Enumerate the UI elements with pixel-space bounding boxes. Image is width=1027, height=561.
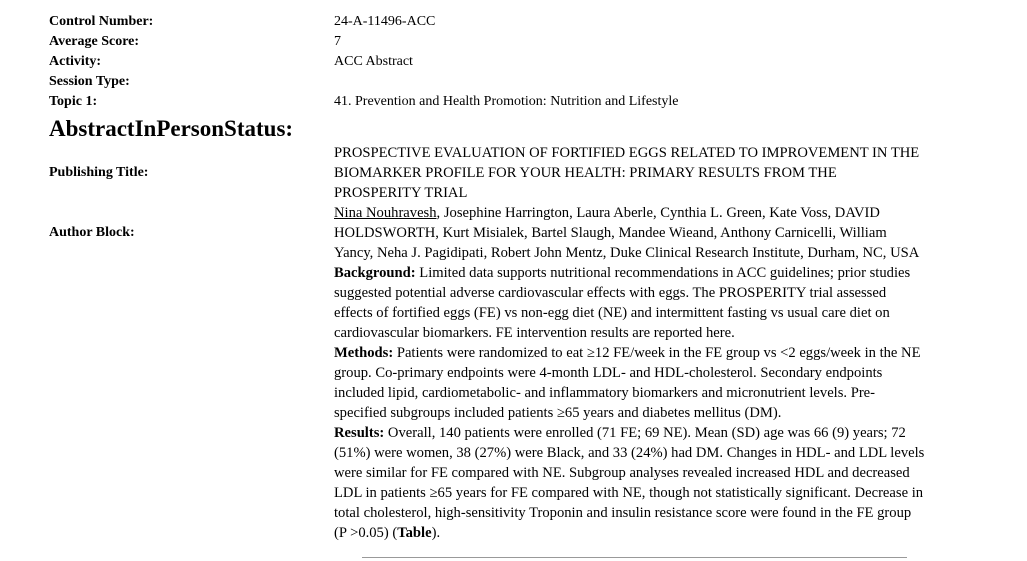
background-line [334,263,994,283]
activity-value: ACC Abstract [334,54,413,69]
results-line [334,423,994,443]
methods-line: specified subgroups included patients ≥65 years and diabetes mellitus (DM). [334,405,782,421]
results-text: (P >0.05) ( [334,525,398,541]
results-heading: Results: [334,425,385,441]
author-block-label: Author Block: [49,225,135,240]
publishing-title [334,143,994,203]
background-line: effects of fortified eggs (FE) vs non-egg diet (NE) and intermittent fasting vs usual care diet on [334,305,890,321]
activity-label: Activity: [49,54,102,69]
author-list-text: , Josephine Harrington, Laura Aberle, Cynthia L. Green, Kate Voss, DAVID [436,205,880,221]
control-number-value: 24-A-11496-ACC [334,14,436,29]
background-line: suggested potential adverse cardiovascular effects with eggs. The PROSPERITY trial assessed [334,285,887,301]
presenting-author: Nina Nouhravesh [334,205,437,221]
publishing-title-line: BIOMARKER PROFILE FOR YOUR HEALTH: PRIMARY RESULTS FROM THE [334,165,837,181]
results-line: were similar for FE compared with NE. Subgroup analyses revealed increased HDL and decreased [334,465,910,481]
table-reference: Table [397,525,432,541]
author-block [334,203,994,263]
background-heading: Background: [334,265,416,281]
abstract-body [334,263,994,543]
methods-heading: Methods: [334,345,394,361]
section-heading: AbstractInPersonStatus: [49,116,294,141]
average-score-value: 7 [334,34,341,49]
topic-1-value: 41. Prevention and Health Promotion: Nutrition and Lifestyle [334,94,679,109]
author-line: Yancy, Neha J. Pagidipati, Robert John Mentz, Duke Clinical Research Institute, Durham, NC, USA [334,245,920,261]
results-text: ). [431,525,441,541]
background-text: Limited data supports nutritional recommendations in ACC guidelines; prior studies [415,265,911,281]
publishing-title-label: Publishing Title: [49,165,149,180]
session-type-label: Session Type: [49,74,130,89]
background-line: cardiovascular biomarkers. FE intervention results are reported here. [334,325,735,341]
results-line [334,523,994,543]
methods-text: Patients were randomized to eat ≥12 FE/week in the FE group vs <2 eggs/week in the NE [393,345,921,361]
topic-1-label: Topic 1: [49,94,98,109]
publishing-title-line: PROSPERITY TRIAL [334,185,468,201]
results-line: (51%) were women, 38 (27%) were Black, and 33 (24%) had DM. Changes in HDL- and LDL levels [334,445,925,461]
control-number-label: Control Number: [49,14,154,29]
results-text: Overall, 140 patients were enrolled (71 FE; 69 NE). Mean (SD) age was 66 (9) years; 72 [384,425,906,441]
average-score-label: Average Score: [49,34,140,49]
methods-line: group. Co-primary endpoints were 4-month LDL- and HDL-cholesterol. Secondary endpoints [334,365,883,381]
results-line: total cholesterol, high-sensitivity Troponin and insulin resistance score were found in the FE group [334,505,912,521]
author-line [334,203,994,223]
results-line: LDL in patients ≥65 years for FE compared with NE, though not statistically significant. Decrease in [334,485,924,501]
page-divider [362,557,907,558]
author-line: HOLDSWORTH, Kurt Misialek, Bartel Slaugh, Mandee Wieand, Anthony Carnicelli, William [334,225,887,241]
methods-line [334,343,994,363]
methods-line: included lipid, cardiometabolic- and inflammatory biomarkers and micronutrient levels. Pre- [334,385,876,401]
publishing-title-line: PROSPECTIVE EVALUATION OF FORTIFIED EGGS RELATED TO IMPROVEMENT IN THE [334,145,920,161]
